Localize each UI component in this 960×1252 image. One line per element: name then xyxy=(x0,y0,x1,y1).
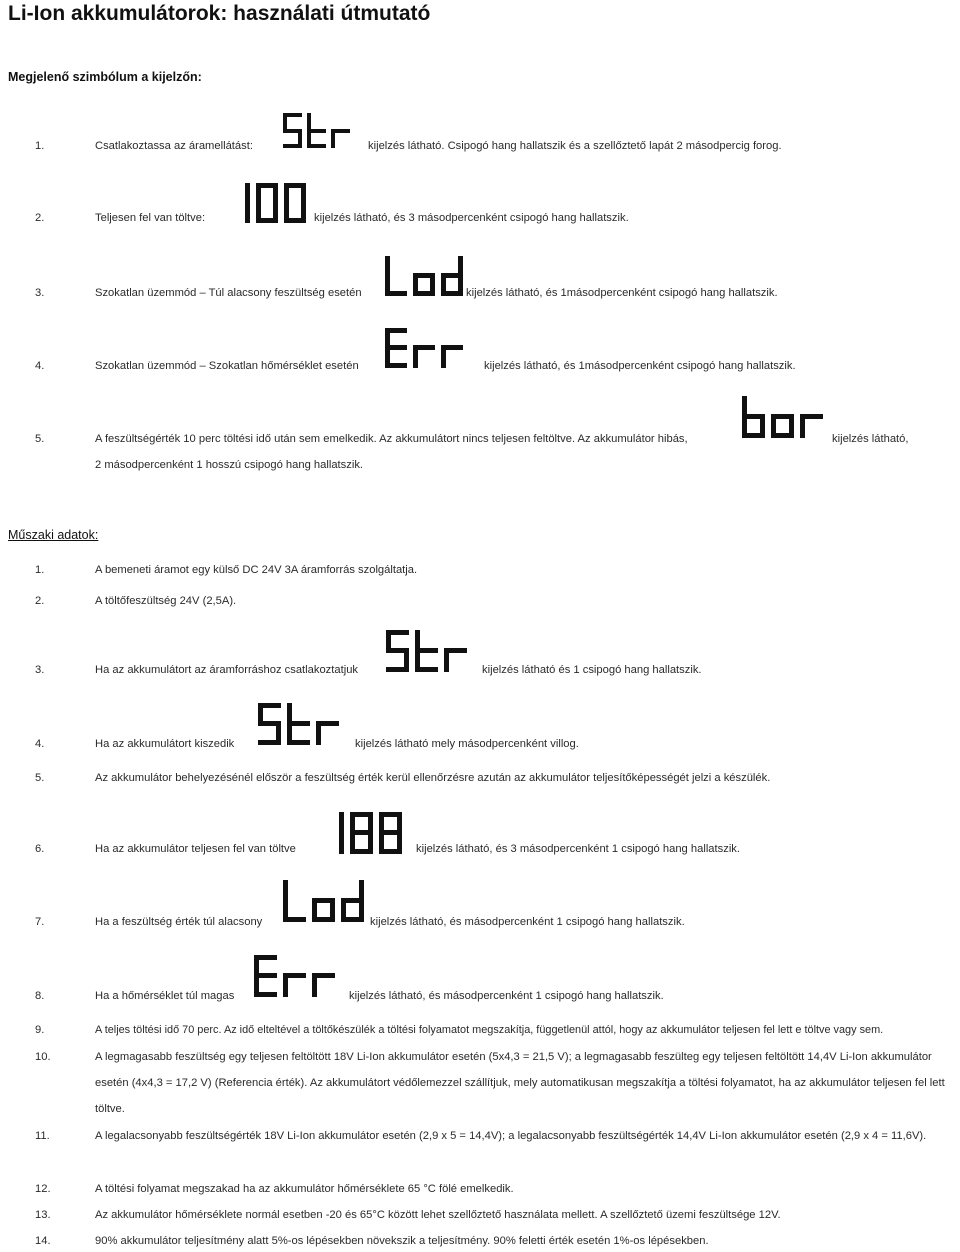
segment-bar xyxy=(385,363,407,368)
segment-bar xyxy=(284,203,289,223)
segment-bar xyxy=(256,203,261,223)
item-text: A legmagasabb feszültség egy teljesen feltöltött 18V Li-Ion akkumulátor esetén (5x4,3 = 21,5 V); a legmagasabb feszülteg egy teljesen feltöltött 14,4V Li-Ion akkumulátor esetén (4x4,3 = 17,2 V) (Referencia érték). Az akkumulátort védőlemezzel szállítjuk, mely automatikusan megszakítja a töltési folyamatot, ha az akkumulátor teljesen fel lett töltve. xyxy=(95,1051,945,1115)
item-text: Szokatlan üzemmód – Túl alacsony feszültség esetén xyxy=(95,287,362,299)
segment-bar xyxy=(341,898,364,903)
display-symbol-icon xyxy=(742,396,823,438)
segment-bar xyxy=(771,417,776,438)
item-number: 11. xyxy=(35,1130,50,1142)
item-text: A töltési folyamat megszakad ha az akkumulátor hőmérséklete 65 °C fölé emelkedik. xyxy=(95,1183,514,1195)
segment-bar xyxy=(283,973,306,978)
item-text: kijelzés látható, xyxy=(832,433,909,445)
item-text: Szokatlan üzemmód – Szokatlan hőmérséklet esetén xyxy=(95,360,359,372)
item-text: Ha a hőmérséklet túl magas xyxy=(95,990,235,1002)
segment-bar xyxy=(316,724,321,745)
segment-bar xyxy=(415,667,438,672)
display-symbol-icon xyxy=(228,183,306,223)
segment-bar xyxy=(413,348,418,368)
tech-section-heading: Műszaki adatok: xyxy=(8,528,99,542)
item-text: kijelzés látható, és 1másodpercenként csipogó hang hallatszik. xyxy=(484,360,796,372)
segment-bar xyxy=(245,203,250,223)
item-number: 10. xyxy=(35,1051,51,1063)
item-number: 2. xyxy=(35,212,45,224)
item-number: 6. xyxy=(35,843,45,855)
segment-bar xyxy=(800,417,805,438)
segment-bar xyxy=(441,276,446,296)
item-number: 14. xyxy=(35,1235,51,1247)
item-number: 1. xyxy=(35,564,45,576)
segment-bar xyxy=(283,880,288,901)
page-title: Li-Ion akkumulátorok: használati útmutató xyxy=(8,2,431,25)
item-text: 2 másodpercenként 1 hosszú csipogó hang hallatszik. xyxy=(95,459,364,471)
item-number: 9. xyxy=(35,1024,45,1036)
segment-bar xyxy=(760,417,765,438)
segment-bar xyxy=(254,992,277,997)
item-text: 90% akkumulátor teljesítmény alatt 5%-os lépésekben növekszik a teljesítmény. 90% feletti érték esetén 1%-os lépésekben. xyxy=(95,1235,709,1247)
segment-bar xyxy=(800,414,823,419)
item-text: A legalacsonyabb feszültségérték 18V Li-Ion akkumulátor esetén (2,9 x 5 = 14,4V); a legalacsonyabb feszültségérték 14,4V Li-Ion akkumulátor esetén (2,9 x 4 = 11,6V). xyxy=(95,1130,927,1142)
segment-bar xyxy=(312,973,335,978)
item-text: Ha az akkumulátort az áramforráshoz csatlakoztatjuk xyxy=(95,664,359,676)
segment-bar xyxy=(350,830,373,835)
segment-bar xyxy=(312,976,317,997)
segment-bar xyxy=(331,129,350,133)
item-text: A feszültségérték 10 perc töltési idő után sem emelkedik. Az akkumulátort nincs teljesen feltöltve. Az akkumulátor hibás, xyxy=(95,433,688,445)
segment-bar xyxy=(386,667,409,672)
item-text: Ha a feszültség érték túl alacsony xyxy=(95,916,263,928)
item-text: kijelzés látható, és 3 másodpercenként 1 csipogó hang hallatszik. xyxy=(416,843,741,855)
segment-bar xyxy=(771,414,794,419)
item-number: 4. xyxy=(35,738,45,750)
segment-bar xyxy=(413,276,418,296)
item-text: kijelzés látható és 1 csipogó hang hallatszik. xyxy=(482,664,702,676)
item-number: 13. xyxy=(35,1209,51,1221)
segment-bar xyxy=(283,144,302,148)
segment-bar xyxy=(385,256,390,276)
item-text: kijelzés látható, és 1másodpercenként csipogó hang hallatszik. xyxy=(466,287,778,299)
item-number: 8. xyxy=(35,990,45,1002)
item-text: Az akkumulátor behelyezésénél először a feszültség érték kerül ellenőrzésre azután az akkumulátor teljesítőképességét jelzi a készülék. xyxy=(95,772,771,784)
display-symbol-icon xyxy=(254,955,335,997)
segment-bar xyxy=(441,345,463,350)
segment-bar xyxy=(379,830,402,835)
item-number: 3. xyxy=(35,664,45,676)
segment-bar xyxy=(301,183,306,203)
segment-bar xyxy=(339,812,344,833)
display-symbol-icon xyxy=(385,328,463,368)
segment-bar xyxy=(339,833,344,854)
segment-bar xyxy=(283,917,306,922)
segment-bar xyxy=(284,183,289,203)
display-section-heading: Megjelenő szimbólum a kijelzőn: xyxy=(8,70,202,84)
display-symbol-icon xyxy=(258,703,339,745)
segment-bar xyxy=(444,648,467,653)
display-symbol-icon xyxy=(283,113,350,148)
display-symbol-icon xyxy=(283,880,364,922)
display-symbol-icon xyxy=(386,630,467,672)
segment-bar xyxy=(258,740,281,745)
item-number: 5. xyxy=(35,772,45,784)
item-text: kijelzés látható, és 3 másodpercenként csipogó hang hallatszik. xyxy=(314,212,629,224)
item-number: 1. xyxy=(35,140,45,152)
item-number: 4. xyxy=(35,360,45,372)
segment-bar xyxy=(256,183,261,203)
item-number: 3. xyxy=(35,287,45,299)
segment-bar xyxy=(273,183,278,203)
item-text: Az akkumulátor hőmérséklete normál esetben -20 és 65°C között lehet szellőztető használata mellett. A szellőztető üzemi feszültsége 12V. xyxy=(95,1209,781,1221)
segment-bar xyxy=(350,833,355,854)
display-symbol-icon xyxy=(385,256,463,296)
item-number: 12. xyxy=(35,1183,51,1195)
item-text: Ha az akkumulátor teljesen fel van töltve xyxy=(95,843,296,855)
item-text: A teljes töltési idő 70 perc. Az idő elteltével a töltőkészülék a töltési folyamatot megszakítja, függetlenül attól, hogy az akkumulátor teljesen fel lett e töltve vagy sem. xyxy=(95,1024,884,1036)
item-text: A bemeneti áramot egy külső DC 24V 3A áramforrás szolgáltatja. xyxy=(95,564,418,576)
segment-bar xyxy=(283,976,288,997)
item-text: kijelzés látható, és másodpercenként 1 csipogó hang hallatszik. xyxy=(370,916,685,928)
item-number: 5. xyxy=(35,433,45,445)
segment-bar xyxy=(441,273,463,278)
segment-bar xyxy=(441,348,446,368)
item-text: Csatlakoztassa az áramellátást: xyxy=(95,140,253,152)
item-text: kijelzés látható, és másodpercenként 1 csipogó hang hallatszik. xyxy=(349,990,664,1002)
item-text: A töltőfeszültség 24V (2,5A). xyxy=(95,595,237,607)
display-symbol-icon xyxy=(321,812,402,854)
segment-bar xyxy=(379,833,384,854)
segment-bar xyxy=(341,901,346,922)
segment-bar xyxy=(312,898,335,903)
segment-bar xyxy=(444,651,449,672)
segment-bar xyxy=(245,183,250,203)
item-text: Ha az akkumulátort kiszedik xyxy=(95,738,235,750)
segment-bar xyxy=(413,345,435,350)
item-text: Teljesen fel van töltve: xyxy=(95,212,206,224)
item-number: 7. xyxy=(35,916,45,928)
segment-bar xyxy=(316,721,339,726)
item-text: kijelzés látható. Csipogó hang hallatszik és a szellőztető lapát 2 másodpercig forog. xyxy=(368,140,782,152)
segment-bar xyxy=(287,740,310,745)
segment-bar xyxy=(742,414,765,419)
segment-bar xyxy=(331,131,335,148)
item-text: kijelzés látható mely másodpercenként villog. xyxy=(355,738,579,750)
item-number: 2. xyxy=(35,595,45,607)
segment-bar xyxy=(307,144,326,148)
segment-bar xyxy=(385,291,407,296)
segment-bar xyxy=(413,273,435,278)
segment-bar xyxy=(312,901,317,922)
